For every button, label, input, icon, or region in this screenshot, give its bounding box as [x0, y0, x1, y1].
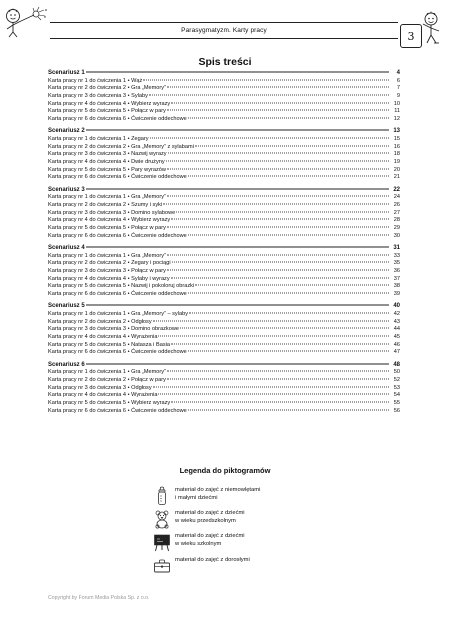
entry-label: Karta pracy nr 5 do ćwiczenia 5 • Nazwij i pokoloruj obrazki [48, 283, 195, 290]
toc-entry[interactable] [48, 93, 400, 101]
entry-label: Karta pracy nr 5 do ćwiczenia 5 • Pary wyrazów [48, 166, 166, 173]
baby-bottle-icon [153, 486, 171, 506]
entry-page: 37 [393, 275, 400, 282]
section-title: Scenariusz 6 [48, 361, 85, 368]
entry-page: 44 [393, 326, 400, 333]
entry-label: Karta pracy nr 3 do ćwiczenia 3 • Domino obrazkowe [48, 326, 179, 333]
legend-line: materiał do zajęć z dorosłymi [175, 557, 250, 563]
dot-leader [86, 246, 389, 247]
dot-leader [86, 72, 389, 73]
dot-leader [171, 219, 389, 220]
toc-entry[interactable] [48, 377, 400, 385]
toc-section-heading[interactable] [48, 303, 400, 311]
legend-line: materiał do zajęć z dziećmi [175, 533, 245, 539]
entry-label: Karta pracy nr 1 do ćwiczenia 1 • Gra „Memory” – sylaby [48, 310, 188, 317]
entry-page: 47 [393, 349, 400, 356]
section-title: Scenariusz 4 [48, 244, 85, 251]
entry-label: Karta pracy nr 6 do ćwiczenia 6 • Ćwiczenie oddechowe [48, 174, 187, 181]
entry-label: Karta pracy nr 6 do ćwiczenia 6 • Ćwiczenie oddechowe [48, 116, 187, 123]
dot-leader [188, 118, 389, 119]
dot-leader [153, 386, 389, 387]
toc-entry[interactable] [48, 311, 400, 319]
toc-entry[interactable] [48, 334, 400, 342]
legend-line: w wieku szkolnym [175, 541, 222, 548]
toc-entry[interactable] [48, 194, 400, 202]
toc-section-heading[interactable] [48, 70, 400, 78]
entry-page: 50 [393, 369, 400, 376]
toc-entry[interactable] [48, 85, 400, 93]
page-number: 3 [407, 29, 415, 43]
toc-entry[interactable] [48, 260, 400, 268]
toc-section-heading[interactable] [48, 128, 400, 136]
legend-item [153, 486, 343, 506]
entry-label: Karta pracy nr 5 do ćwiczenia 5 • Wybierz wyrazy [48, 400, 171, 406]
section-page: 13 [393, 128, 400, 135]
entry-page: 46 [393, 341, 400, 348]
toc-section [48, 362, 400, 416]
dot-leader [176, 211, 389, 212]
toc-entry[interactable] [48, 385, 400, 393]
toc-entry[interactable] [48, 108, 400, 116]
section-title: Scenariusz 3 [48, 186, 85, 193]
dot-leader [189, 312, 389, 313]
dot-leader [188, 234, 389, 235]
entry-label: Karta pracy nr 4 do ćwiczenia 4 • Dwie drużyny [48, 159, 165, 166]
entry-page: 24 [393, 194, 400, 201]
toc-section-heading[interactable] [48, 187, 400, 195]
entry-label: Karta pracy nr 3 do ćwiczenia 3 • Odgłosy [48, 384, 152, 391]
entry-page: 6 [396, 77, 400, 84]
dot-leader [167, 87, 389, 88]
toc-entry[interactable] [48, 174, 400, 182]
entry-label: Karta pracy nr 4 do ćwiczenia 4 • Wyrażenia [48, 334, 158, 340]
dot-leader [86, 188, 389, 189]
entry-page: 28 [393, 217, 400, 224]
dot-leader [86, 305, 389, 306]
toc-entry[interactable] [48, 369, 400, 377]
legend-text [175, 486, 260, 502]
section-page: 31 [393, 244, 400, 251]
section-page: 48 [393, 361, 400, 368]
toc-section [48, 187, 400, 241]
toc-entry[interactable] [48, 400, 400, 408]
entry-page: 56 [393, 407, 400, 414]
toc-section-heading[interactable] [48, 362, 400, 370]
entry-label: Karta pracy nr 1 do ćwiczenia 1 • Gra „Memory” [48, 252, 166, 259]
entry-page: 53 [393, 384, 400, 391]
legend-item [153, 509, 343, 529]
toc-section [48, 245, 400, 299]
dot-leader [188, 409, 389, 410]
dot-leader [168, 153, 389, 154]
dot-leader [166, 161, 389, 162]
dot-leader [150, 138, 389, 139]
entry-page: 11 [394, 108, 400, 115]
toc-entry[interactable] [48, 136, 400, 144]
toc-entry[interactable] [48, 202, 400, 210]
entry-label: Karta pracy nr 3 do ćwiczenia 3 • Domino sylabowe [48, 209, 176, 216]
dot-leader [153, 320, 389, 321]
entry-label: Karta pracy nr 4 do ćwiczenia 4 • Sylaby i wyrazy [48, 275, 170, 282]
entry-page: 42 [393, 310, 400, 317]
dot-leader [158, 336, 389, 337]
entry-page: 15 [393, 136, 400, 142]
toc-entry[interactable] [48, 101, 400, 109]
toc-entry[interactable] [48, 408, 400, 416]
entry-page: 30 [393, 232, 400, 239]
section-title: Scenariusz 5 [48, 303, 85, 310]
toc-section [48, 70, 400, 124]
dot-leader [195, 285, 389, 286]
entry-page: 54 [393, 392, 400, 399]
dot-leader [172, 262, 389, 263]
entry-page: 52 [393, 376, 400, 383]
entry-page: 43 [393, 318, 400, 325]
entry-page: 16 [393, 143, 400, 150]
entry-label: Karta pracy nr 6 do ćwiczenia 6 • Ćwiczenie oddechowe [48, 349, 187, 356]
toc-entry[interactable] [48, 392, 400, 400]
legend-line: materiał do zajęć z dziećmi [175, 510, 245, 516]
dot-leader [149, 95, 389, 96]
entry-page: 9 [396, 93, 400, 100]
entry-page: 26 [393, 202, 400, 208]
entry-label: Karta pracy nr 3 do ćwiczenia 3 • Nazwij wyrazy [48, 151, 167, 158]
entry-label: Karta pracy nr 5 do ćwiczenia 5 • Natasza i Basia [48, 341, 170, 348]
entry-label: Karta pracy nr 5 do ćwiczenia 5 • Połącz w pary [48, 225, 166, 232]
toc-entry[interactable] [48, 253, 400, 261]
entry-label: Karta pracy nr 2 do ćwiczenia 2 • Zegary i pociągi [48, 260, 171, 267]
entry-label: Karta pracy nr 6 do ćwiczenia 6 • Ćwiczenie oddechowe [48, 232, 187, 239]
entry-label: Karta pracy nr 2 do ćwiczenia 2 • Gra „Memory” z sylabami [48, 143, 194, 150]
entry-label: Karta pracy nr 2 do ćwiczenia 2 • Odgłosy [48, 318, 152, 325]
briefcase-icon [153, 556, 171, 576]
legend-item [153, 556, 343, 576]
dot-leader [163, 204, 389, 205]
entry-label: Karta pracy nr 6 do ćwiczenia 6 • Ćwiczenie oddechowe [48, 407, 187, 414]
entry-label: Karta pracy nr 1 do ćwiczenia 1 • Zegary [48, 136, 149, 142]
dot-leader [188, 293, 389, 294]
dot-leader [167, 254, 389, 255]
toc-entry[interactable] [48, 349, 400, 357]
entry-page: 12 [393, 116, 400, 123]
toc-entry[interactable] [48, 233, 400, 241]
dot-leader [180, 328, 389, 329]
entry-page: 21 [393, 174, 400, 181]
dot-leader [167, 168, 389, 169]
dot-leader [167, 378, 389, 379]
toc-entry[interactable] [48, 225, 400, 233]
dot-leader [195, 145, 389, 146]
toc-entry[interactable] [48, 159, 400, 167]
toc-entry[interactable] [48, 326, 400, 334]
dot-leader [167, 227, 389, 228]
entry-page: 7 [396, 85, 400, 92]
dot-leader [167, 110, 389, 111]
toc-entry[interactable] [48, 151, 400, 159]
toc-entry[interactable] [48, 78, 400, 86]
toc-section [48, 128, 400, 182]
section-page: 4 [396, 70, 400, 76]
entry-page: 19 [393, 159, 400, 166]
section-title: Scenariusz 2 [48, 128, 85, 135]
toc-entry[interactable] [48, 276, 400, 284]
toc-entry[interactable] [48, 144, 400, 152]
dot-leader [167, 196, 389, 197]
legend-title: Legenda do piktogramów [179, 466, 271, 475]
dot-leader [171, 277, 389, 278]
entry-label: Karta pracy nr 2 do ćwiczenia 2 • Szumy i syki [48, 202, 163, 208]
entry-page: 10 [393, 100, 400, 107]
toc-entry[interactable] [48, 319, 400, 327]
entry-label: Karta pracy nr 2 do ćwiczenia 2 • Gra „Memory” [48, 85, 166, 92]
dot-leader [86, 130, 389, 131]
legend-text [175, 532, 245, 548]
toc-title: Spis treści [198, 56, 252, 68]
toc-entry[interactable] [48, 268, 400, 276]
entry-label: Karta pracy nr 1 do ćwiczenia 1 • Gra „Memory” [48, 369, 166, 376]
section-page: 40 [393, 303, 400, 310]
toc-entry[interactable] [48, 116, 400, 124]
toc-entry[interactable] [48, 210, 400, 218]
toc-section-heading[interactable] [48, 245, 400, 253]
entry-label: Karta pracy nr 4 do ćwiczenia 4 • Wyrażenia [48, 392, 158, 399]
entry-label: Karta pracy nr 3 do ćwiczenia 3 • Sylaby [48, 93, 148, 100]
entry-page: 35 [393, 260, 400, 267]
child-with-balloon-illustration [418, 10, 446, 51]
dot-leader [171, 102, 389, 103]
section-title: Scenariusz 1 [48, 70, 85, 76]
entry-label: Karta pracy nr 1 do ćwiczenia 1 • Wąż [48, 77, 143, 84]
entry-label: Karta pracy nr 5 do ćwiczenia 5 • Połącz w pary [48, 108, 166, 115]
page-header-band [50, 22, 398, 39]
dot-leader [188, 176, 389, 177]
toc-entry[interactable] [48, 217, 400, 225]
entry-label: Karta pracy nr 3 do ćwiczenia 3 • Połącz w pary [48, 268, 166, 274]
toc-section [48, 303, 400, 357]
school-board-icon [153, 532, 171, 552]
toc-entry[interactable] [48, 291, 400, 299]
legend-item [153, 532, 343, 552]
entry-label: Karta pracy nr 1 do ćwiczenia 1 • Gra „Memory” [48, 194, 166, 201]
entry-page: 45 [393, 334, 400, 340]
entry-page: 20 [393, 166, 400, 173]
entry-label: Karta pracy nr 4 do ćwiczenia 4 • Wybierz wyrazy [48, 100, 171, 107]
dot-leader [188, 351, 389, 352]
legend-line: i małymi dziećmi [175, 495, 218, 502]
dot-leader [171, 343, 389, 344]
entry-page: 36 [393, 268, 400, 274]
dot-leader [171, 402, 389, 403]
dot-leader [86, 363, 389, 364]
legend-line: materiał do zajęć z niemowlętami [175, 487, 261, 493]
entry-page: 27 [393, 209, 400, 216]
entry-page: 29 [393, 225, 400, 232]
entry-label: Karta pracy nr 4 do ćwiczenia 4 • Wybierz wyrazy [48, 217, 171, 224]
section-page: 22 [393, 186, 400, 193]
child-with-flower-illustration [4, 6, 50, 43]
legend-text [175, 509, 245, 525]
dot-leader [167, 270, 389, 271]
entry-page: 18 [393, 151, 400, 158]
entry-page: 38 [393, 283, 400, 290]
header-title: Parasygmatyzm. Karty pracy [181, 27, 267, 34]
legend-text [175, 556, 250, 564]
dot-leader [167, 371, 389, 372]
table-of-contents [48, 70, 400, 415]
legend-line: w wieku przedszkolnym [175, 518, 236, 525]
dot-leader [158, 394, 389, 395]
entry-page: 55 [393, 400, 400, 406]
teddy-bear-icon [153, 509, 171, 529]
entry-page: 33 [393, 252, 400, 259]
toc-entry[interactable] [48, 283, 400, 291]
entry-label: Karta pracy nr 2 do ćwiczenia 2 • Połącz w pary [48, 376, 166, 383]
dot-leader [143, 79, 389, 80]
copyright-footer: Copyright by Forum Media Polska Sp. z o.o. [48, 595, 150, 601]
entry-label: Karta pracy nr 6 do ćwiczenia 6 • Ćwiczenie oddechowe [48, 291, 187, 298]
entry-page: 39 [393, 291, 400, 298]
